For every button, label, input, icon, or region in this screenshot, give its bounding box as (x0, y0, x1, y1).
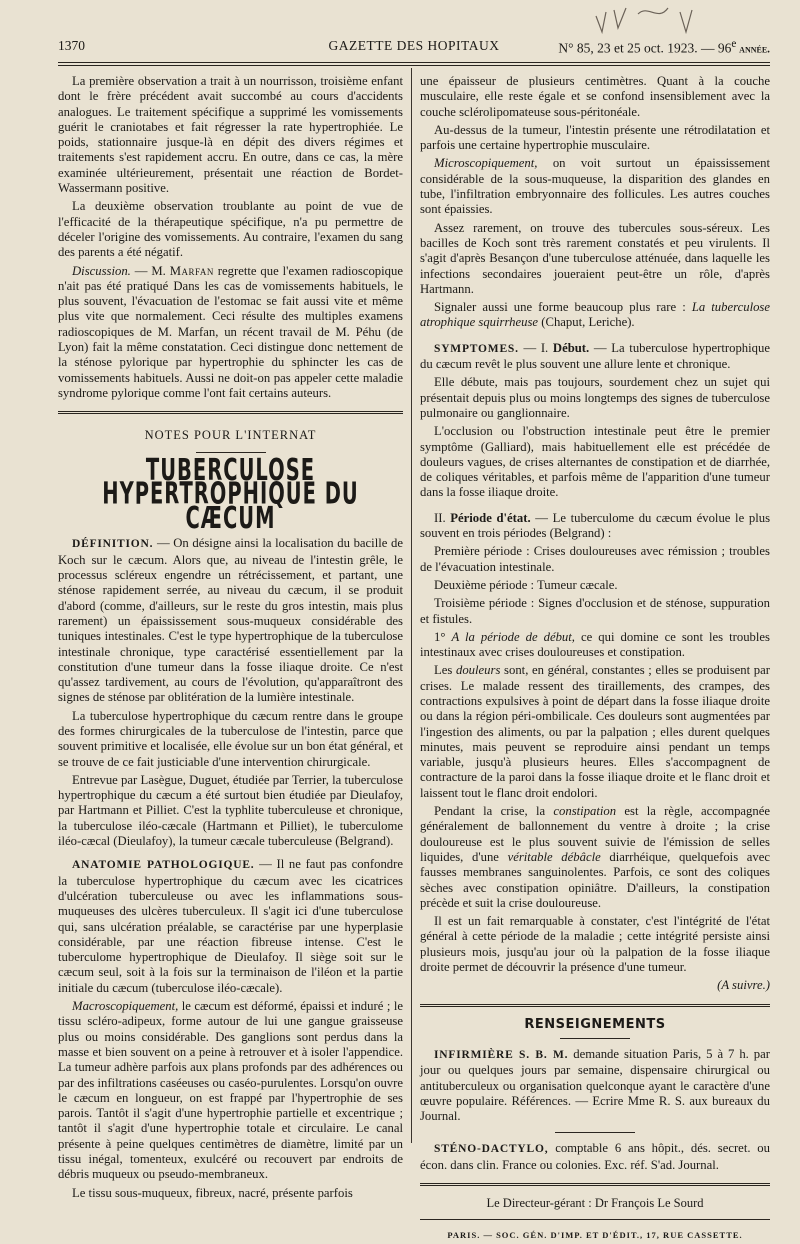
issue-info: N° 85, 23 et 25 oct. 1923. — 96e année. (558, 38, 770, 56)
section-title: NOTES POUR L'INTERNAT (144, 428, 317, 443)
header-rule (58, 62, 770, 63)
paragraph: Pendant la crise, la constipation est la règle, accompagnée généralement de ballonnement du ventre à droite ; la crise douloureuse est le plus souvent suivie de l'émission de selles liquides, d'une véritable débâcle diarrhéique, quelquefois avec fausses membranes sanguinolentes. Parfois, ce sont des coliques sèches avec constipation opiniâtre. D'ailleurs, la constipation précède et suit la crise douloureuse. (420, 804, 771, 910)
short-rule (560, 1038, 630, 1039)
header-rule-2 (58, 65, 770, 66)
paragraph: Au-dessus de la tumeur, l'intestin présente une rétrodilatation et parfois une certaine hypertrophie musculaire. (420, 122, 770, 153)
paragraph: 1° A la période de début, ce qui domine ce sont les troubles intestinaux avec crises douloureuses et constipation. (420, 629, 770, 660)
paragraph: Entrevue par Lasègue, Duguet, étudiée par Terrier, la tuberculose hypertrophique du cæcum a été surtout bien étudiée par Dieulafoy, par Hartmann et Pilliet. C'est la typhlite tuberculeuse et chronique, la tuberculose iléo-cæcale (Hartmann et Pilliet), le tuberculome iléo-cæcal (Dieulafoy), la tumeur cæcale tuberculeuse (Belgrand). (58, 772, 403, 849)
paragraph: une épaisseur de plusieurs centimètres. Quant à la couche musculaire, elle reste égale et se confond insensiblement avec la couche sclérolipomateuse sous-péritonéale. (420, 74, 770, 119)
section-separator (58, 411, 403, 414)
footer-separator (420, 1183, 770, 1186)
paragraph: Assez rarement, on trouve des tubercules sous-séreux. Les bacilles de Koch sont très rarement constatés et peu virulents. Il s'agit d'après Besançon d'une tuberculose atténuée, dans laquelle les infections secondaires joueraient peut-être un rôle, d'après Hartmann. (420, 220, 770, 296)
notices-title: RENSEIGNEMENTS (524, 1016, 666, 1032)
anatomy-paragraph: ANATOMIE PATHOLOGIQUE. — Il ne faut pas confondre la tuberculose hypertrophique du cæcum avec les cicatrices d'ulcération tuberculeuse ou avec les inflammations sous-muqueuses des ulcères tuberculeux. Il s'agit ici d'une tuberculose qui, sans ulcération préalable, se caractérise par une hyperplasie considérable, par une réaction fibreuse intense. C'est le tuberculome hypertrophique de Dieulafoy. Il siège soit sur le cæcum seul, soit à la fois sur la terminaison de l'iléon et la partie initiale du cæcum (tuberculose iléo-cæcale). (58, 857, 403, 995)
left-column (58, 74, 403, 1204)
section-separator (420, 1004, 770, 1007)
period-item: Troisième période : Signes d'occlusion et de sténose, suppuration et fistules. (420, 596, 770, 626)
classified-ad: INFIRMIÈRE S. B. M. demande situation Paris, 5 à 7 h. par jour ou quelques jours par semaine, dispensaire chirurgical ou antituberculeux ou organisation quelconque ayant le caractère d'une œuvre populaire. Références. — Ecrire Mme R. S. aux bureaux du Journal. (420, 1046, 770, 1124)
paragraph: La tuberculose hypertrophique du cæcum rentre dans le groupe des formes chirurgicales de la tuberculose de l'intestin, parce que souvent primitive et localisée, elle évolue sur un bon état général, et se trouve de ce fait justiciable d'une intervention chirurgicale. (58, 708, 403, 769)
publisher-line: Le Directeur-gérant : Dr François Le Sourd (486, 1196, 704, 1210)
printer-line: PARIS. — SOC. GÉN. D'IMP. ET D'ÉDIT., 17, RUE CASSETTE. (447, 1230, 743, 1241)
classified-ad: STÉNO-DACTYLO, comptable 6 ans hôpit., dés. secret. ou écon. dans clin. France ou colonies. Exc. réf. S'ad. Journal. (420, 1141, 770, 1172)
paragraph: Les douleurs sont, en général, constantes ; elles se produisent par crises. Le malade ressent des tiraillements, des crampes, des contractions expulsives à point de départ dans la fosse iliaque droite ou dans la région péri-ombilicale. Ces douleurs sont augmentées par l'ingestion des aliments, ou par la palpation ; elles durent quelques minutes, mais peuvent se reproduire ainsi pendant un temps variable, jusqu'à plusieurs heures. Elles s'accompagnent de contracture de la paroi dans la fosse iliaque droite et le flanc droit et laissent tout le flanc droit endolori. (420, 663, 770, 800)
paragraph: La deuxième observation troublante au point de vue de l'efficacité de la thérapeutique spécifique, n'a pu permettre de déceler l'origine des vomissements. Au contraire, l'examen du sang des parents a été négatif. (58, 199, 403, 260)
column-divider (411, 68, 412, 1143)
running-header (58, 36, 770, 60)
definition-paragraph: DÉFINITION. — On désigne ainsi la localisation du bacille de Koch sur le cæcum. Alors que, au niveau de l'intestin grêle, le processus scléreux engendre un rétrécissement, et partant, une sténose rapidement serrée, au niveau du cæcum, il se produit d'abord (comme, d'ailleurs, sur le reste du gros intestin, mais plus rarement) un épaississement sous-muqueux considérable des tuniques intestinales. C'est le type hypertrophique de la tuberculose intestinale chronique, type caractérisé essentiellement par la constitution d'une tumeur dans la fosse iliaque droite. Ce n'est qu'assez tardivement, au cours de l'évolution, qu'apparaîtront des signes de sténose par oblitération de la lumière intestinale. (58, 536, 403, 705)
microscopy-paragraph: Microscopiquement, on voit surtout un épaississement considérable de la sous-muqueuse, la disparition des glandes en tube, l'infiltration embryonnaire des follicules. Les autres couches sont épaissies. (420, 156, 770, 217)
paragraph: L'occlusion ou l'obstruction intestinale peut être le premier symptôme (Galliard), mais habituellement elle est précédée de douleurs vagues, de crises alternantes de constipation et de diarrhée, de coliques véritables, et parfois même de l'apparition d'une tumeur dans la fosse iliaque droite. (420, 424, 770, 500)
discussion-paragraph: Discussion. — M. Marfan regrette que l'examen radioscopique n'ait pas été pratiqué Dans les cas de vomissements habituels, le plus souvent, l'évacuation de l'estomac se fait aussi vite et même plus vite que normalement. Ceci résulte des multiples examens radioscopiques de M. Marfan, un récent travail de M. Péhu (de Lyon) fait la même constatation. Ceci distingue donc nettement de la sténose pylorique par hypertrophie du sphincter les cas de vomissements habituels. Aussi ne doit-on pas appeler cette maladie syndrome pylorique comme l'ont fait certains auteurs. (58, 263, 403, 400)
symptoms-paragraph: SYMPTOMES. — I. Début. — La tuberculose hypertrophique du cæcum revêt le plus souvent une allure lente et chronique. (420, 340, 770, 372)
macroscopy-paragraph: Macroscopiquement, le cæcum est déformé, épaissi et induré ; le tissu scléro-adipeux, forme autour de lui une gangue graisseuse plus ou moins considérable. Des ganglions sont perdus dans la masse et bien souvent on a peine à retrouver et à isoler l'appendice. La tumeur adhère parfois aux plans profonds par des adhérences ou par des infiltrations caséeuses ou caséo-purulentes. Lorsqu'on ouvre le cæcum en longueur, on est frappé par l'hypertrophie de ses parois. Tantôt il s'agit d'une hypertrophie partielle et excentrique ; tantôt il s'agit d'une hypertrophie totale et circulaire. Le canal présente à peine quelques centimètres de diamètre, limité par un tissu inégal, tomenteux, exulcéré ou recouvert par endroits de débris muqueux ou pseudo-membraneux. (58, 999, 403, 1182)
period-item: Première période : Crises douloureuses avec rémission ; troubles de l'évacuation intestinale. (420, 544, 770, 574)
period-paragraph: II. Période d'état. — Le tuberculome du cæcum évolue le plus souvent en trois périodes (Belgrand) : (420, 510, 771, 541)
ad-separator (555, 1132, 635, 1133)
page-number: 1370 (58, 38, 85, 53)
journal-title: GAZETTE DES HOPITAUX (328, 38, 500, 53)
period-item: Deuxième période : Tumeur cæcale. (434, 577, 618, 592)
footer-rule (420, 1219, 770, 1220)
paragraph: Signaler aussi une forme beaucoup plus rare : La tuberculose atrophique squirrheuse (Chaput, Leriche). (420, 300, 771, 330)
paragraph: La première observation a trait à un nourrisson, troisième enfant dont le frère précédent avait succombé au cours d'accidents analogues. Le traitement spécifique a supprimé les vomissements guérit le craniotabes et fait régresser la rate hypertrophiée. Le poids, stationnaire jusque-là en dépit des divers régimes et traitements s'est rapidement accru. En outre, dans ce cas, la mère examinée ultérieurement, présentait une réaction de Bordet-Wassermann positive. (58, 74, 403, 196)
paragraph: Il est un fait remarquable à constater, c'est l'intégrité de l'état général à cette période de la maladie ; cette intégrité persiste ainsi plusieurs mois, jusqu'au jour où la palpation de la fosse iliaque droite permet de découvrir la présence d'une tumeur. (420, 914, 770, 975)
right-column (420, 74, 770, 1244)
paragraph: Le tissu sous-muqueux, fibreux, nacré, présente parfois (72, 1185, 353, 1200)
paragraph: Elle débute, mais pas toujours, sourdement chez un sujet qui présentait depuis plus ou moins longtemps des signes de tuberculose pulmonaire ou ganglionnaire. (420, 375, 770, 420)
article-title: TUBERCULOSE HYPERTROPHIQUE DU CÆCUM (102, 451, 359, 535)
to-be-continued: (A suivre.) (717, 978, 770, 993)
